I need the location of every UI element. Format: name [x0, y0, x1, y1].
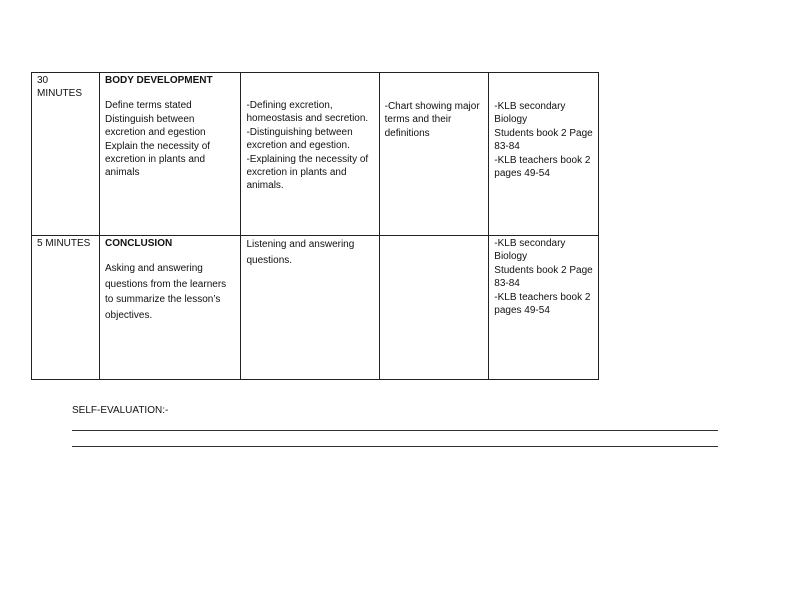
resources-cell — [379, 236, 489, 380]
step-line: Explain the necessity of — [104, 140, 211, 152]
reference-line: pages 49-54 — [494, 168, 550, 180]
step-line: questions from the learners — [104, 278, 227, 290]
resources-line: definitions — [384, 127, 430, 139]
time-text: 30 MINUTES — [37, 75, 82, 100]
step-line: Distinguish between — [104, 113, 195, 125]
teacher-activity-line: -Defining excretion, — [246, 100, 333, 111]
step-line: animals — [104, 167, 140, 179]
self-evaluation-line — [72, 430, 718, 431]
teacher-activity-line: questions. — [246, 254, 293, 266]
teacher-activity-line: excretion in plants and — [246, 167, 347, 179]
reference-line: pages 49-54 — [494, 305, 550, 317]
lesson-step-cell — [99, 73, 240, 236]
teacher-activity-cell — [241, 236, 379, 380]
lesson-step-cell — [99, 236, 240, 380]
resources-cell — [379, 73, 489, 236]
teacher-activity-line: -Explaining the necessity of — [246, 153, 369, 165]
self-evaluation-label: SELF-EVALUATION:- — [72, 405, 169, 416]
teacher-activity-cell — [241, 73, 379, 236]
reference-line: 83-84 — [494, 278, 520, 290]
step-line: excretion in plants and — [104, 154, 206, 166]
step-line: objectives. — [104, 309, 153, 321]
step-heading: CONCLUSION — [104, 238, 173, 249]
reference-line: -KLB teachers book 2 — [494, 154, 591, 166]
teacher-activity-line: excretion and egestion. — [246, 140, 350, 152]
step-line: excretion and egestion — [104, 127, 206, 139]
lesson-plan-table — [31, 72, 599, 380]
time-cell — [32, 236, 100, 380]
reference-line: -KLB secondary — [494, 238, 566, 249]
reference-line: -KLB teachers book 2 — [494, 291, 591, 303]
self-evaluation-line — [72, 446, 718, 447]
time-text: 5 MINUTES — [37, 238, 91, 249]
resources-line: terms and their — [384, 114, 452, 126]
reference-line: Students book 2 Page — [494, 264, 593, 276]
table-row — [32, 73, 599, 236]
teacher-activity-line: homeostasis and secretion. — [246, 113, 369, 125]
time-cell — [32, 73, 100, 236]
step-line: to summarize the lesson’s — [104, 294, 221, 306]
step-line: Asking and answering — [104, 263, 203, 275]
reference-line: Students book 2 Page — [494, 127, 593, 139]
reference-line: Biology — [494, 251, 528, 263]
teacher-activity-line: Listening and answering — [246, 239, 355, 250]
reference-cell — [489, 73, 599, 236]
step-heading: BODY DEVELOPMENT — [104, 75, 213, 86]
reference-line: Biology — [494, 114, 528, 126]
reference-cell — [489, 236, 599, 380]
teacher-activity-line: -Distinguishing between — [246, 126, 353, 138]
reference-line: 83-84 — [494, 141, 520, 153]
table-row — [32, 236, 599, 380]
resources-line: -Chart showing major — [384, 101, 480, 112]
teacher-activity-line: animals. — [246, 180, 284, 192]
reference-line: -KLB secondary — [494, 101, 566, 112]
step-line: Define terms stated — [104, 100, 192, 112]
